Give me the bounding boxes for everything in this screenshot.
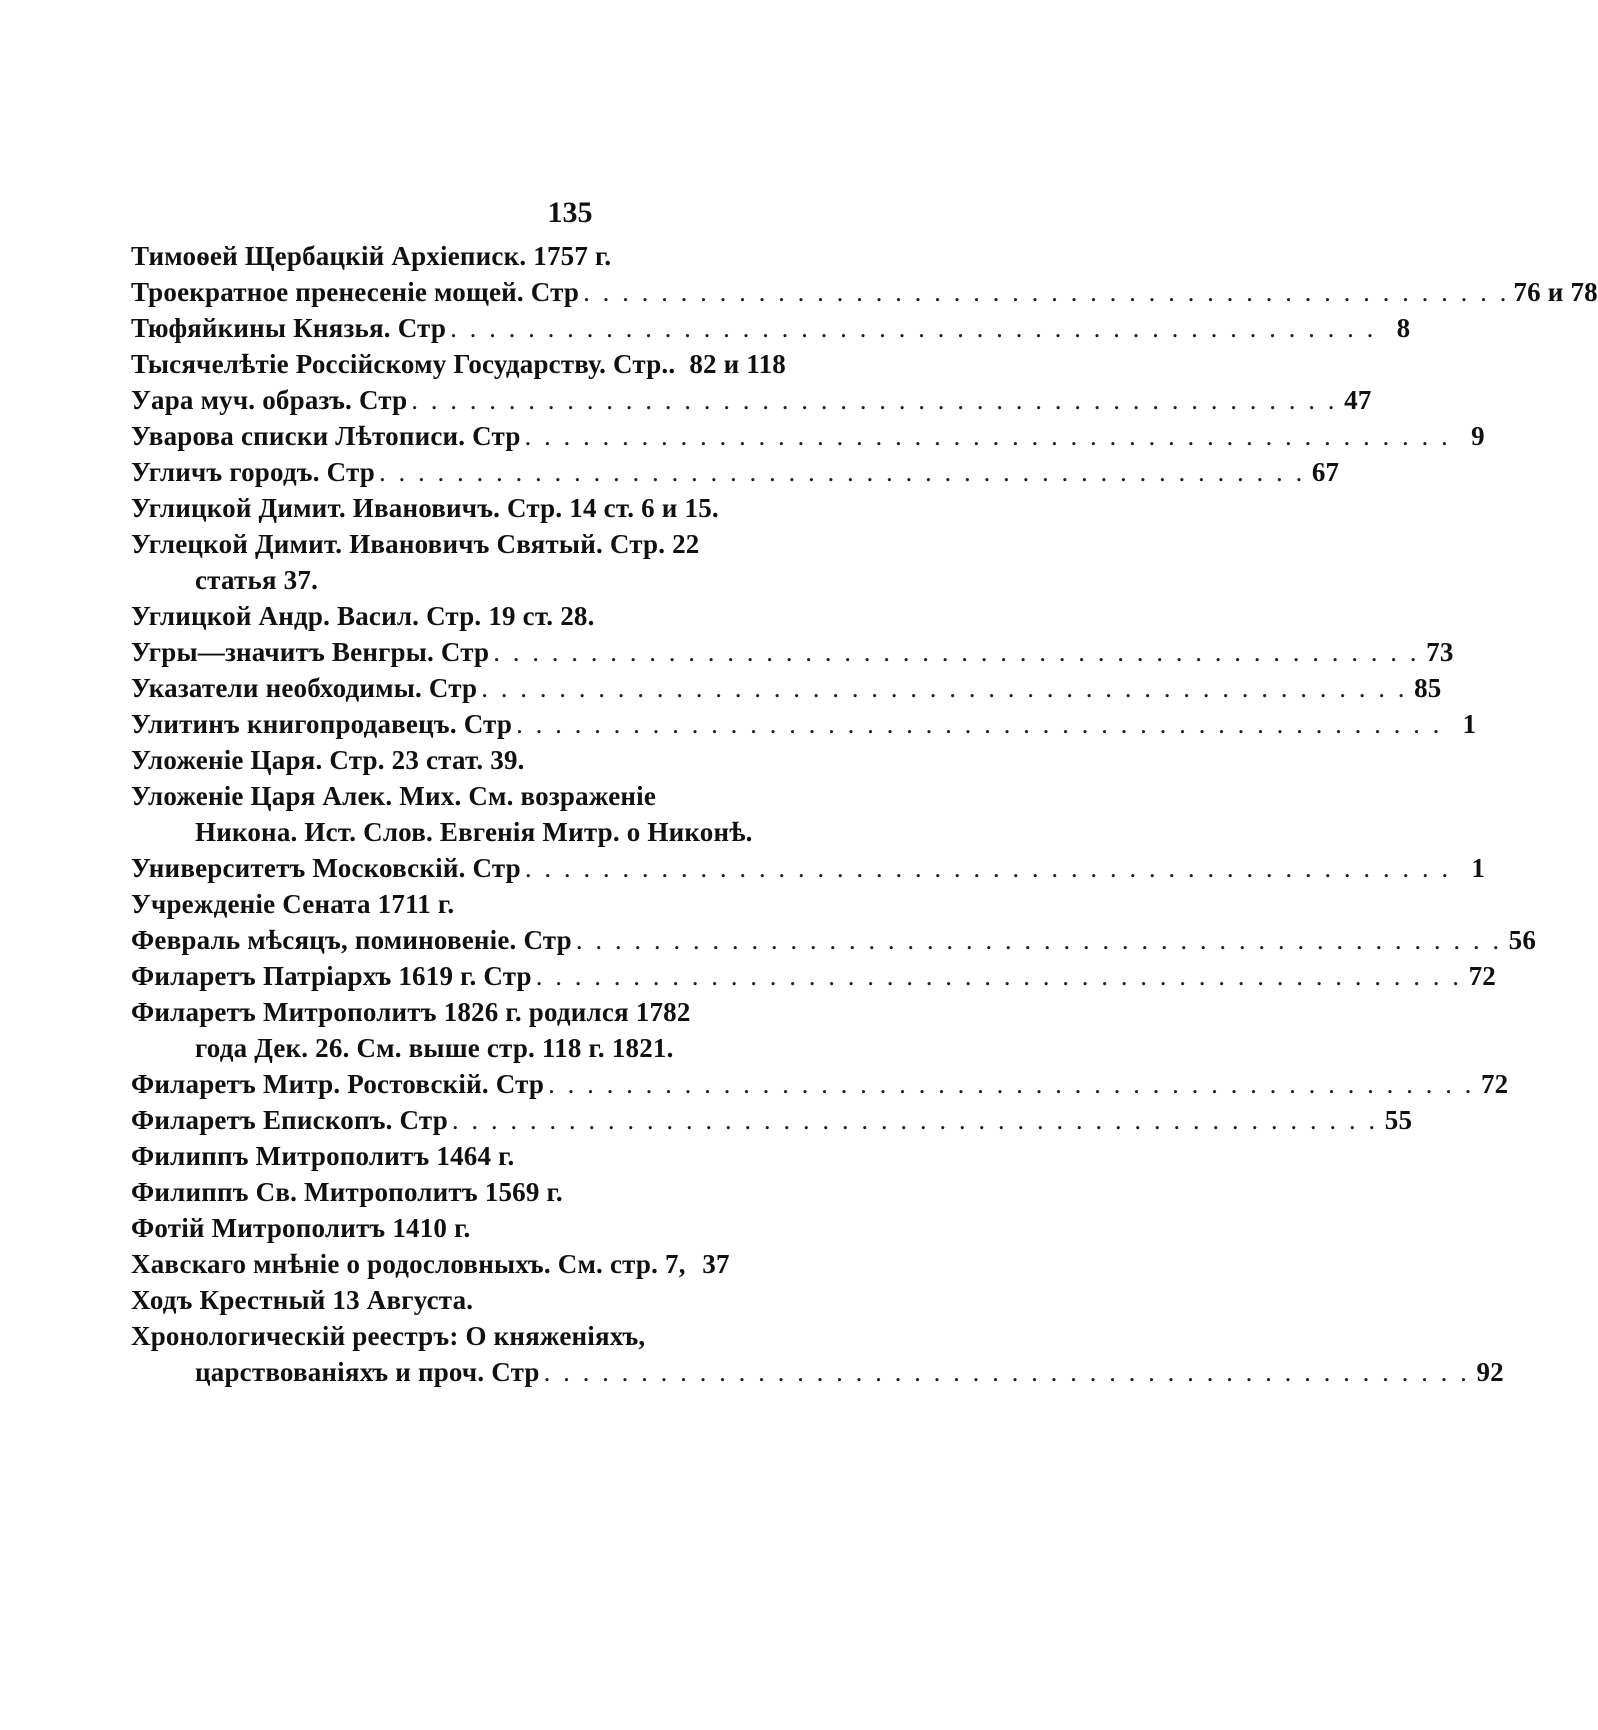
entry-line [131, 742, 801, 778]
index-entry [131, 850, 1486, 886]
entry-line [131, 526, 801, 562]
entry-text: Февраль мѣсяцъ, поминовеніе. Стр [131, 925, 572, 955]
entry-line [131, 310, 1411, 346]
entry-line [131, 1138, 801, 1174]
entry-line [131, 382, 1372, 418]
entry-line [131, 922, 1537, 958]
page-number: 135 [547, 196, 593, 229]
entry-text: Уара муч. образъ. Стр [131, 385, 408, 415]
index-entry [131, 454, 1340, 490]
entry-page-ref: 92 [1476, 1357, 1504, 1387]
entry-line [131, 490, 801, 526]
entry-line [131, 1282, 801, 1318]
entry-text: Университетъ Московскій. Стр [131, 853, 521, 883]
entry-text: Фотій Митрополитъ 1410 г. [131, 1213, 471, 1243]
entry-line [131, 418, 1485, 454]
entry-text: Углицкой Андр. Васил. Стр. 19 ст. 28. [131, 601, 595, 631]
entry-text: Хавскаго мнѣніе о родословныхъ. См. стр. 7, [131, 1249, 686, 1279]
entry-line [131, 634, 1454, 670]
entry-line [131, 274, 1598, 310]
index-entry [131, 382, 1372, 418]
entry-text: Филаретъ Митр. Ростовскій. Стр [131, 1069, 545, 1099]
index-entry [131, 598, 801, 634]
entry-line [131, 1210, 801, 1246]
index-entry [131, 1138, 801, 1174]
index-entry [131, 346, 801, 382]
entry-text: Филиппъ Св. Митрополитъ 1569 г. [131, 1177, 563, 1207]
entry-text: Ходъ Крестный 13 Августа. [131, 1285, 474, 1315]
entry-line [131, 1066, 1509, 1102]
index-entry [131, 1246, 801, 1282]
index-entry [131, 1174, 801, 1210]
dot-leader: . . . . . . . . . . . . . . . . . . . . . . . . . . . . . . . . . . . . . . . . . . . . . . . . [535, 961, 1463, 991]
entry-line [131, 886, 801, 922]
index-entry [131, 1210, 801, 1246]
entry-continuation-line [131, 562, 801, 598]
entry-text: Филаретъ Митрополитъ 1826 г. родился 1782 [131, 997, 691, 1027]
entry-page-ref: 56 [1508, 925, 1537, 955]
index-entry [131, 1318, 1504, 1390]
index-entry [131, 238, 801, 274]
entry-line [131, 1102, 1413, 1138]
entry-text: Тимоѳей Щербацкій Архіеписк. 1757 г. [131, 241, 612, 271]
entry-page-ref: 9 [1471, 421, 1485, 451]
entry-text: Тюфяйкины Князья. Стр [131, 313, 447, 343]
entry-line [131, 850, 1486, 886]
dot-leader: . . . . . . . . . . . . . . . . . . . . . . . . . . . . . . . . . . . . . . . . . . . . . . . . [543, 1357, 1470, 1387]
index-entries [131, 238, 1598, 1390]
entry-text: Учрежденіе Сената 1711 г. [131, 889, 455, 919]
entry-text: Филиппъ Митрополитъ 1464 г. [131, 1141, 515, 1171]
entry-line [131, 958, 1497, 994]
dot-leader: . . . . . . . . . . . . . . . . . . . . . . . . . . . . . . . . . . . . . . . . . . . . . . . . [493, 637, 1420, 667]
entry-line [131, 706, 1477, 742]
dot-leader: . . . . . . . . . . . . . . . . . . . . . . . . . . . . . . . . . . . . . . . . . . . . . . . . [524, 421, 1451, 451]
entry-page-ref: 1 [1471, 853, 1486, 883]
entry-line [131, 238, 801, 274]
index-entry [131, 886, 801, 922]
entry-text: Уложеніе Царя Алек. Мих. См. возраженіе [131, 781, 657, 811]
index-entry [131, 634, 1454, 670]
entry-text: Никона. Ист. Слов. Евгенія Митр. о Никонѣ. [195, 817, 753, 847]
entry-page-ref: 37 [702, 1249, 730, 1279]
dot-leader: . . . . . . . . . . . . . . . . . . . . . . . . . . . . . . . . . . . . . . . . . . . . . . . . [379, 457, 1306, 487]
entry-page-ref: 72 [1468, 961, 1497, 991]
entry-text: Тысячелѣтіе Россійскому Государству. Стр.. [131, 349, 676, 379]
entry-continuation-line [131, 1354, 1504, 1390]
dot-leader: . . . . . . . . . . . . . . . . . . . . . . . . . . . . . . . . . . . . . . . . . . . . . . . . [481, 673, 1408, 703]
entry-text: царствованіяхъ и проч. Стр [195, 1357, 540, 1387]
dot-leader: . . . . . . . . . . . . . . . . . . . . . . . . . . . . . . . . . . . . . . . . . . . . . . . . [575, 925, 1503, 955]
entry-text: Филаретъ Патріархъ 1619 г. Стр [131, 961, 532, 991]
entry-text: года Дек. 26. См. выше стр. 118 г. 1821. [195, 1033, 674, 1063]
index-entry [131, 490, 801, 526]
entry-text: Улитинъ книгопродавецъ. Стр [131, 709, 513, 739]
entry-line [131, 1246, 801, 1282]
entry-page-ref: 76 и 78 [1513, 277, 1598, 307]
index-entry [131, 274, 1598, 310]
entry-line [131, 1174, 801, 1210]
entry-text: Уложеніе Царя. Стр. 23 стат. 39. [131, 745, 525, 775]
entry-text: Углицкой Димит. Ивановичъ. Стр. 14 ст. 6 и 15. [131, 493, 719, 523]
index-entry [131, 922, 1537, 958]
entry-text: Углецкой Димит. Ивановичъ Святый. Стр. 22 [131, 529, 700, 559]
index-entry [131, 958, 1497, 994]
entry-line [131, 778, 801, 814]
entry-line [131, 346, 801, 382]
entry-text: Угры—значитъ Венгры. Стр [131, 637, 490, 667]
entry-text: Филаретъ Епископъ. Стр [131, 1105, 448, 1135]
entry-page-ref: 85 [1414, 673, 1442, 703]
entry-page-ref: 1 [1462, 709, 1477, 739]
entry-text: Хронологическій реестръ: О княженіяхъ, [131, 1321, 646, 1351]
index-entry [131, 742, 801, 778]
entry-page-ref: 72 [1480, 1069, 1509, 1099]
index-entry [131, 418, 1485, 454]
index-entry [131, 1066, 1509, 1102]
dot-leader: . . . . . . . . . . . . . . . . . . . . . . . . . . . . . . . . . . . . . . . . . . . . . . . . [583, 277, 1510, 307]
entry-continuation-line [131, 814, 801, 850]
entry-page-ref: 8 [1396, 313, 1411, 343]
index-entry [131, 994, 801, 1066]
entry-line [131, 670, 1442, 706]
entry-line [131, 598, 801, 634]
dot-leader: . . . . . . . . . . . . . . . . . . . . . . . . . . . . . . . . . . . . . . . . . . . . . . . . [450, 313, 1377, 343]
entry-line [131, 1318, 801, 1354]
entry-text: Указатели необходимы. Стр [131, 673, 478, 703]
entry-page-ref: 82 и 118 [689, 349, 786, 379]
index-entry [131, 1102, 1413, 1138]
dot-leader: . . . . . . . . . . . . . . . . . . . . . . . . . . . . . . . . . . . . . . . . . . . . . . . . [451, 1105, 1379, 1135]
entry-line [131, 994, 801, 1030]
entry-continuation-line [131, 1030, 801, 1066]
dot-leader: . . . . . . . . . . . . . . . . . . . . . . . . . . . . . . . . . . . . . . . . . . . . . . . . [516, 709, 1443, 739]
entry-text: Троекратное пренесеніе мощей. Стр [131, 277, 580, 307]
dot-leader: . . . . . . . . . . . . . . . . . . . . . . . . . . . . . . . . . . . . . . . . . . . . . . . . [411, 385, 1338, 415]
index-entry [131, 670, 1442, 706]
entry-text: Угличъ городъ. Стр [131, 457, 375, 487]
entry-line [131, 454, 1340, 490]
index-entry [131, 706, 1477, 742]
entry-text: Уварова списки Лѣтописи. Стр [131, 421, 521, 451]
dot-leader: . . . . . . . . . . . . . . . . . . . . . . . . . . . . . . . . . . . . . . . . . . . . . . . . [548, 1069, 1475, 1099]
dot-leader: . . . . . . . . . . . . . . . . . . . . . . . . . . . . . . . . . . . . . . . . . . . . . . . . [524, 853, 1452, 883]
index-entry [131, 1282, 801, 1318]
index-entry [131, 310, 1411, 346]
entry-page-ref: 47 [1344, 385, 1372, 415]
entry-text: статья 37. [195, 565, 319, 595]
entry-page-ref: 67 [1311, 457, 1340, 487]
index-entry [131, 526, 801, 598]
entry-page-ref: 55 [1384, 1105, 1413, 1135]
entry-page-ref: 73 [1426, 637, 1454, 667]
index-entry [131, 778, 801, 850]
